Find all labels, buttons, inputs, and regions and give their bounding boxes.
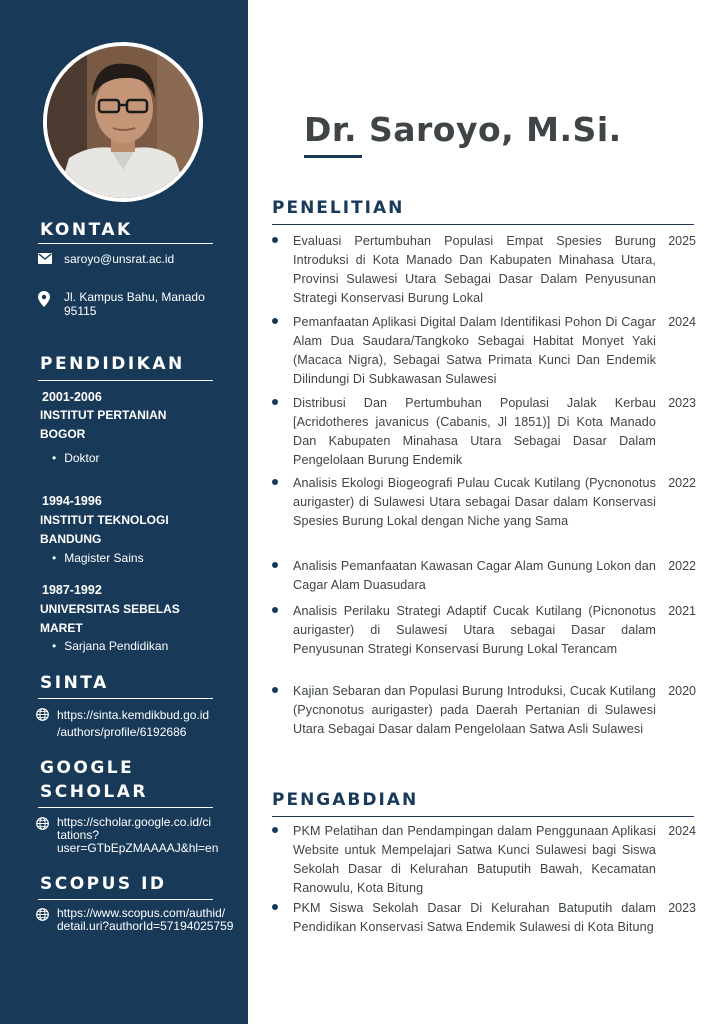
- sinta-link-row[interactable]: [36, 707, 209, 741]
- bullet-icon: [272, 562, 278, 568]
- location-pin-icon: [38, 291, 56, 318]
- research-title: Distribusi Dan Pertumbuhan Populasi Jalak Kerbau [Acridotheres javanicus (Cabanis, Jl 1851)] Di Kota Manado Dan Kabupaten Minahasa Utara Sebagai Dasar Dalam Pengelolaan Burung Endemik: [293, 396, 656, 467]
- research-divider: [272, 224, 694, 225]
- scopus-heading: SCOPUS ID: [40, 874, 167, 894]
- community-service-title: PKM Pelatihan dan Pendampingan dalam Penggunaan Aplikasi Website untuk Mempelajari Satwa Kunci Sulawesi bagi Siswa Sekolah Dasar di Kelurahan Batuputih Bawah, Kecamatan Ranowulu, Kota Bitung: [293, 824, 656, 895]
- bullet-icon: [272, 237, 278, 243]
- education-institution: INSTITUT TEKNOLOGI BANDUNG: [40, 513, 169, 546]
- email-row: [38, 252, 174, 267]
- education-years: 1994-1996: [42, 494, 102, 508]
- community-service-year: 2023: [668, 901, 696, 915]
- research-title: Evaluasi Pertumbuhan Populasi Empat Spesies Burung Introduksi di Kota Manado Dan Kabupaten Minahasa Utara, Provinsi Sulawesi Utara Sebagai Dasar Dalam Penyusunan Strategi Konservasi Burung Lokal: [293, 234, 656, 305]
- sinta-divider: [38, 698, 213, 699]
- sinta-link[interactable]: https://sinta.kemdikbud.go.id /authors/profile/6192686: [57, 708, 210, 739]
- community-service-year: 2024: [668, 824, 696, 838]
- google-scholar-divider: [38, 807, 213, 808]
- sidebar: [0, 0, 248, 1024]
- bullet-icon: [272, 827, 278, 833]
- address-row: [38, 290, 218, 318]
- research-title: Analisis Perilaku Strategi Adaptif Cucak Kutilang (Picnonotus aurigaster) di Sulawesi Utara sebagai Dasar dalam Penyusunan Strategi Konservasi Burung Lokal Terancam: [293, 604, 656, 656]
- education-divider: [38, 380, 213, 381]
- person-name: Dr. Saroyo, M.Si.: [304, 110, 622, 149]
- globe-icon: [36, 708, 50, 741]
- research-year: 2022: [668, 559, 696, 573]
- google-scholar-link[interactable]: https://scholar.google.co.id/ci tations? user=GTbEpZMAAAAJ&hl=en: [57, 815, 219, 855]
- portrait-image: [47, 46, 199, 198]
- education-institution: INSTITUT PERTANIAN BOGOR: [40, 408, 167, 441]
- education-years: 1987-1992: [42, 583, 102, 597]
- contact-divider: [38, 243, 213, 244]
- sinta-heading: SINTA: [40, 673, 109, 693]
- google-scholar-link-row[interactable]: [36, 816, 218, 855]
- research-heading: PENELITIAN: [272, 198, 405, 218]
- profile-photo: [43, 42, 203, 202]
- education-degree: • Magister Sains: [52, 550, 144, 566]
- research-title: Analisis Pemanfaatan Kawasan Cagar Alam Gunung Lokon dan Cagar Alam Duasudara: [293, 559, 656, 592]
- education-degree: • Doktor: [52, 450, 100, 466]
- research-year: 2021: [668, 604, 696, 618]
- bullet-icon: [272, 399, 278, 405]
- education-degree: • Sarjana Pendidikan: [52, 638, 168, 654]
- scopus-divider: [38, 899, 213, 900]
- contact-heading: KONTAK: [40, 220, 133, 240]
- education-heading: PENDIDIKAN: [40, 354, 185, 374]
- bullet-icon: [272, 479, 278, 485]
- email-text: saroyo@unsrat.ac.id: [64, 252, 175, 266]
- scopus-link[interactable]: https://www.scopus.com/authid/ detail.uri?authorId=57194025759: [57, 906, 234, 933]
- community-service-heading: PENGABDIAN: [272, 790, 419, 810]
- google-scholar-heading: GOOGLE SCHOLAR: [40, 758, 148, 802]
- research-year: 2024: [668, 315, 696, 329]
- bullet-icon: [272, 607, 278, 613]
- research-title: Kajian Sebaran dan Populasi Burung Introduksi, Cucak Kutilang (Pycnonotus aurigaster) pada Daerah Pertanian di Sulawesi Utara Sebagai Dasar dalam Pengelolaan Satwa Asli Sulawesi: [293, 684, 656, 736]
- name-underline: [304, 155, 362, 158]
- scopus-link-row[interactable]: [36, 907, 233, 933]
- globe-icon: [36, 908, 50, 933]
- education-years: 2001-2006: [42, 390, 102, 404]
- research-year: 2025: [668, 234, 696, 248]
- education-institution: UNIVERSITAS SEBELAS MARET: [40, 602, 180, 635]
- envelope-icon: [38, 253, 56, 267]
- bullet-icon: [272, 904, 278, 910]
- bullet-icon: [272, 318, 278, 324]
- research-year: 2020: [668, 684, 696, 698]
- research-title: Analisis Ekologi Biogeografi Pulau Cucak Kutilang (Pycnonotus aurigaster) di Sulawesi Utara sebagai Dasar dalam Konservasi Spesies Burung Lokal dengan Niche yang Sama: [293, 476, 656, 528]
- globe-icon: [36, 817, 50, 855]
- address-text: Jl. Kampus Bahu, Manado 95115: [64, 290, 205, 318]
- research-year: 2022: [668, 476, 696, 490]
- community-service-title: PKM Siswa Sekolah Dasar Di Kelurahan Batuputih dalam Pendidikan Konservasi Satwa Endemik Sulawesi di Kota Bitung: [293, 901, 656, 934]
- community-service-divider: [272, 816, 694, 817]
- bullet-icon: [272, 687, 278, 693]
- research-title: Pemanfaatan Aplikasi Digital Dalam Identifikasi Pohon Di Cagar Alam Dua Saudara/Tangkoko Sebagai Habitat Monyet Yaki (Macaca Nigra), Sebagai Satwa Primata Kunci Dan Endemik Dilindungi Di Subkawasan Sulawesi: [293, 315, 656, 386]
- research-year: 2023: [668, 396, 696, 410]
